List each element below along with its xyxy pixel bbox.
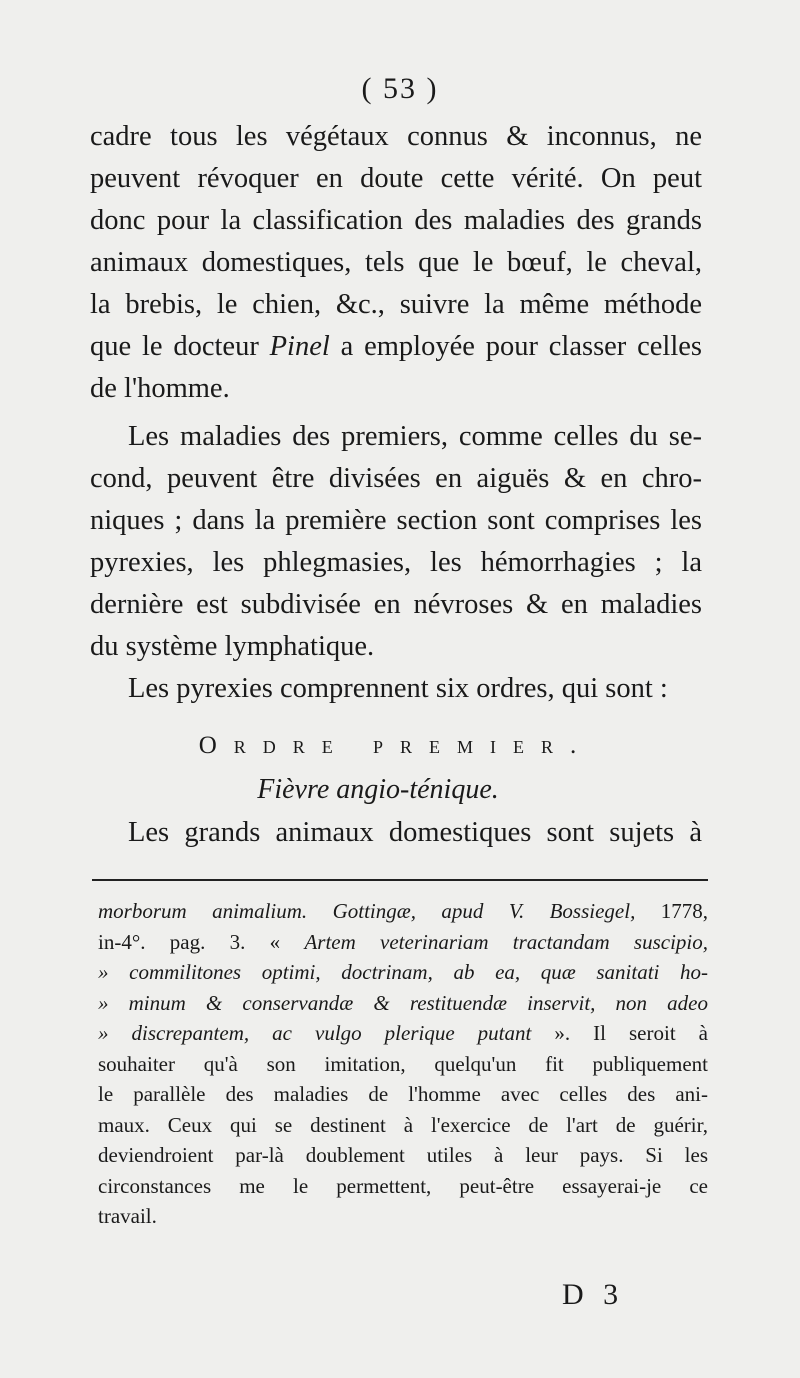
text-line: animaux domestiques, tels que le bœuf, le cheval, bbox=[90, 247, 702, 278]
text-fragment: 1778, bbox=[660, 899, 708, 923]
author-name-pinel: Pinel bbox=[269, 331, 330, 362]
text-fragment: ». Il seroit à bbox=[531, 1021, 708, 1045]
signature-mark: D 3 bbox=[562, 1278, 625, 1311]
text-fragment: que le docteur bbox=[90, 331, 270, 362]
text-line bbox=[90, 326, 702, 368]
footnote-line: travail. bbox=[98, 1204, 157, 1228]
text-line: niques ; dans la première section sont comprises les bbox=[90, 505, 702, 536]
text-fragment: in-4°. pag. 3. « bbox=[98, 929, 305, 954]
text-line: peuvent révoquer en doute cette vérité. On peut bbox=[90, 163, 702, 194]
page-number: ( 53 ) bbox=[361, 72, 439, 105]
footnote-line: » minum & conservandæ & restituendæ inservit, non adeo bbox=[98, 990, 708, 1015]
footnote-line bbox=[98, 927, 708, 958]
footnote-line bbox=[98, 1018, 708, 1049]
text-fragment: a employée pour classer celles bbox=[329, 331, 702, 362]
text-line: Les pyrexies comprennent six ordres, qui sont : bbox=[128, 673, 668, 704]
subsection-heading: Fièvre angio-ténique. bbox=[257, 774, 499, 805]
footnote-divider bbox=[92, 879, 708, 881]
section-heading: Ordre premier. bbox=[198, 732, 594, 759]
text-line: du système lymphatique. bbox=[90, 631, 375, 662]
text-fragment: » discrepantem, ac vulgo plerique putant bbox=[98, 1021, 532, 1045]
main-text bbox=[90, 116, 702, 854]
footnote-line: deviendroient par-là doublement utiles à leur pays. Si les bbox=[98, 1143, 708, 1167]
text-line: cond, peuvent être divisées en aiguës & en chro- bbox=[90, 463, 702, 494]
footnote bbox=[98, 896, 708, 1232]
footnote-line: le parallèle des maladies de l'homme avec celles des ani- bbox=[98, 1082, 708, 1106]
text-line: Les grands animaux domestiques sont sujets à bbox=[128, 817, 702, 848]
text-line: pyrexies, les phlegmasies, les hémorrhagies ; la bbox=[90, 547, 702, 578]
footnote-line: » commilitones optimi, doctrinam, ab ea, quæ sanitati ho- bbox=[98, 960, 708, 984]
text-fragment: Artem veterinariam tractandam suscipio, bbox=[304, 929, 708, 954]
text-line: Les maladies des premiers, comme celles du se- bbox=[128, 421, 702, 452]
text-line: de l'homme. bbox=[90, 373, 230, 404]
text-line: cadre tous les végétaux connus & inconnus, ne bbox=[90, 121, 702, 152]
footnote-line bbox=[98, 896, 708, 927]
text-line: la brebis, le chien, &c., suivre la même méthode bbox=[90, 289, 702, 320]
text-fragment: morborum animalium. Gottingæ, apud V. Bossiegel, bbox=[98, 899, 661, 923]
footnote-line: circonstances me le permettent, peut-être essayerai-je ce bbox=[98, 1173, 708, 1198]
footnote-line: maux. Ceux qui se destinent à l'exercice de l'art de guérir, bbox=[98, 1112, 708, 1137]
text-line: donc pour la classification des maladies des grands bbox=[90, 205, 702, 236]
footnote-line: souhaiter qu'à son imitation, quelqu'un fit publiquement bbox=[98, 1051, 708, 1076]
text-line: dernière est subdivisée en névroses & en maladies bbox=[90, 589, 702, 620]
